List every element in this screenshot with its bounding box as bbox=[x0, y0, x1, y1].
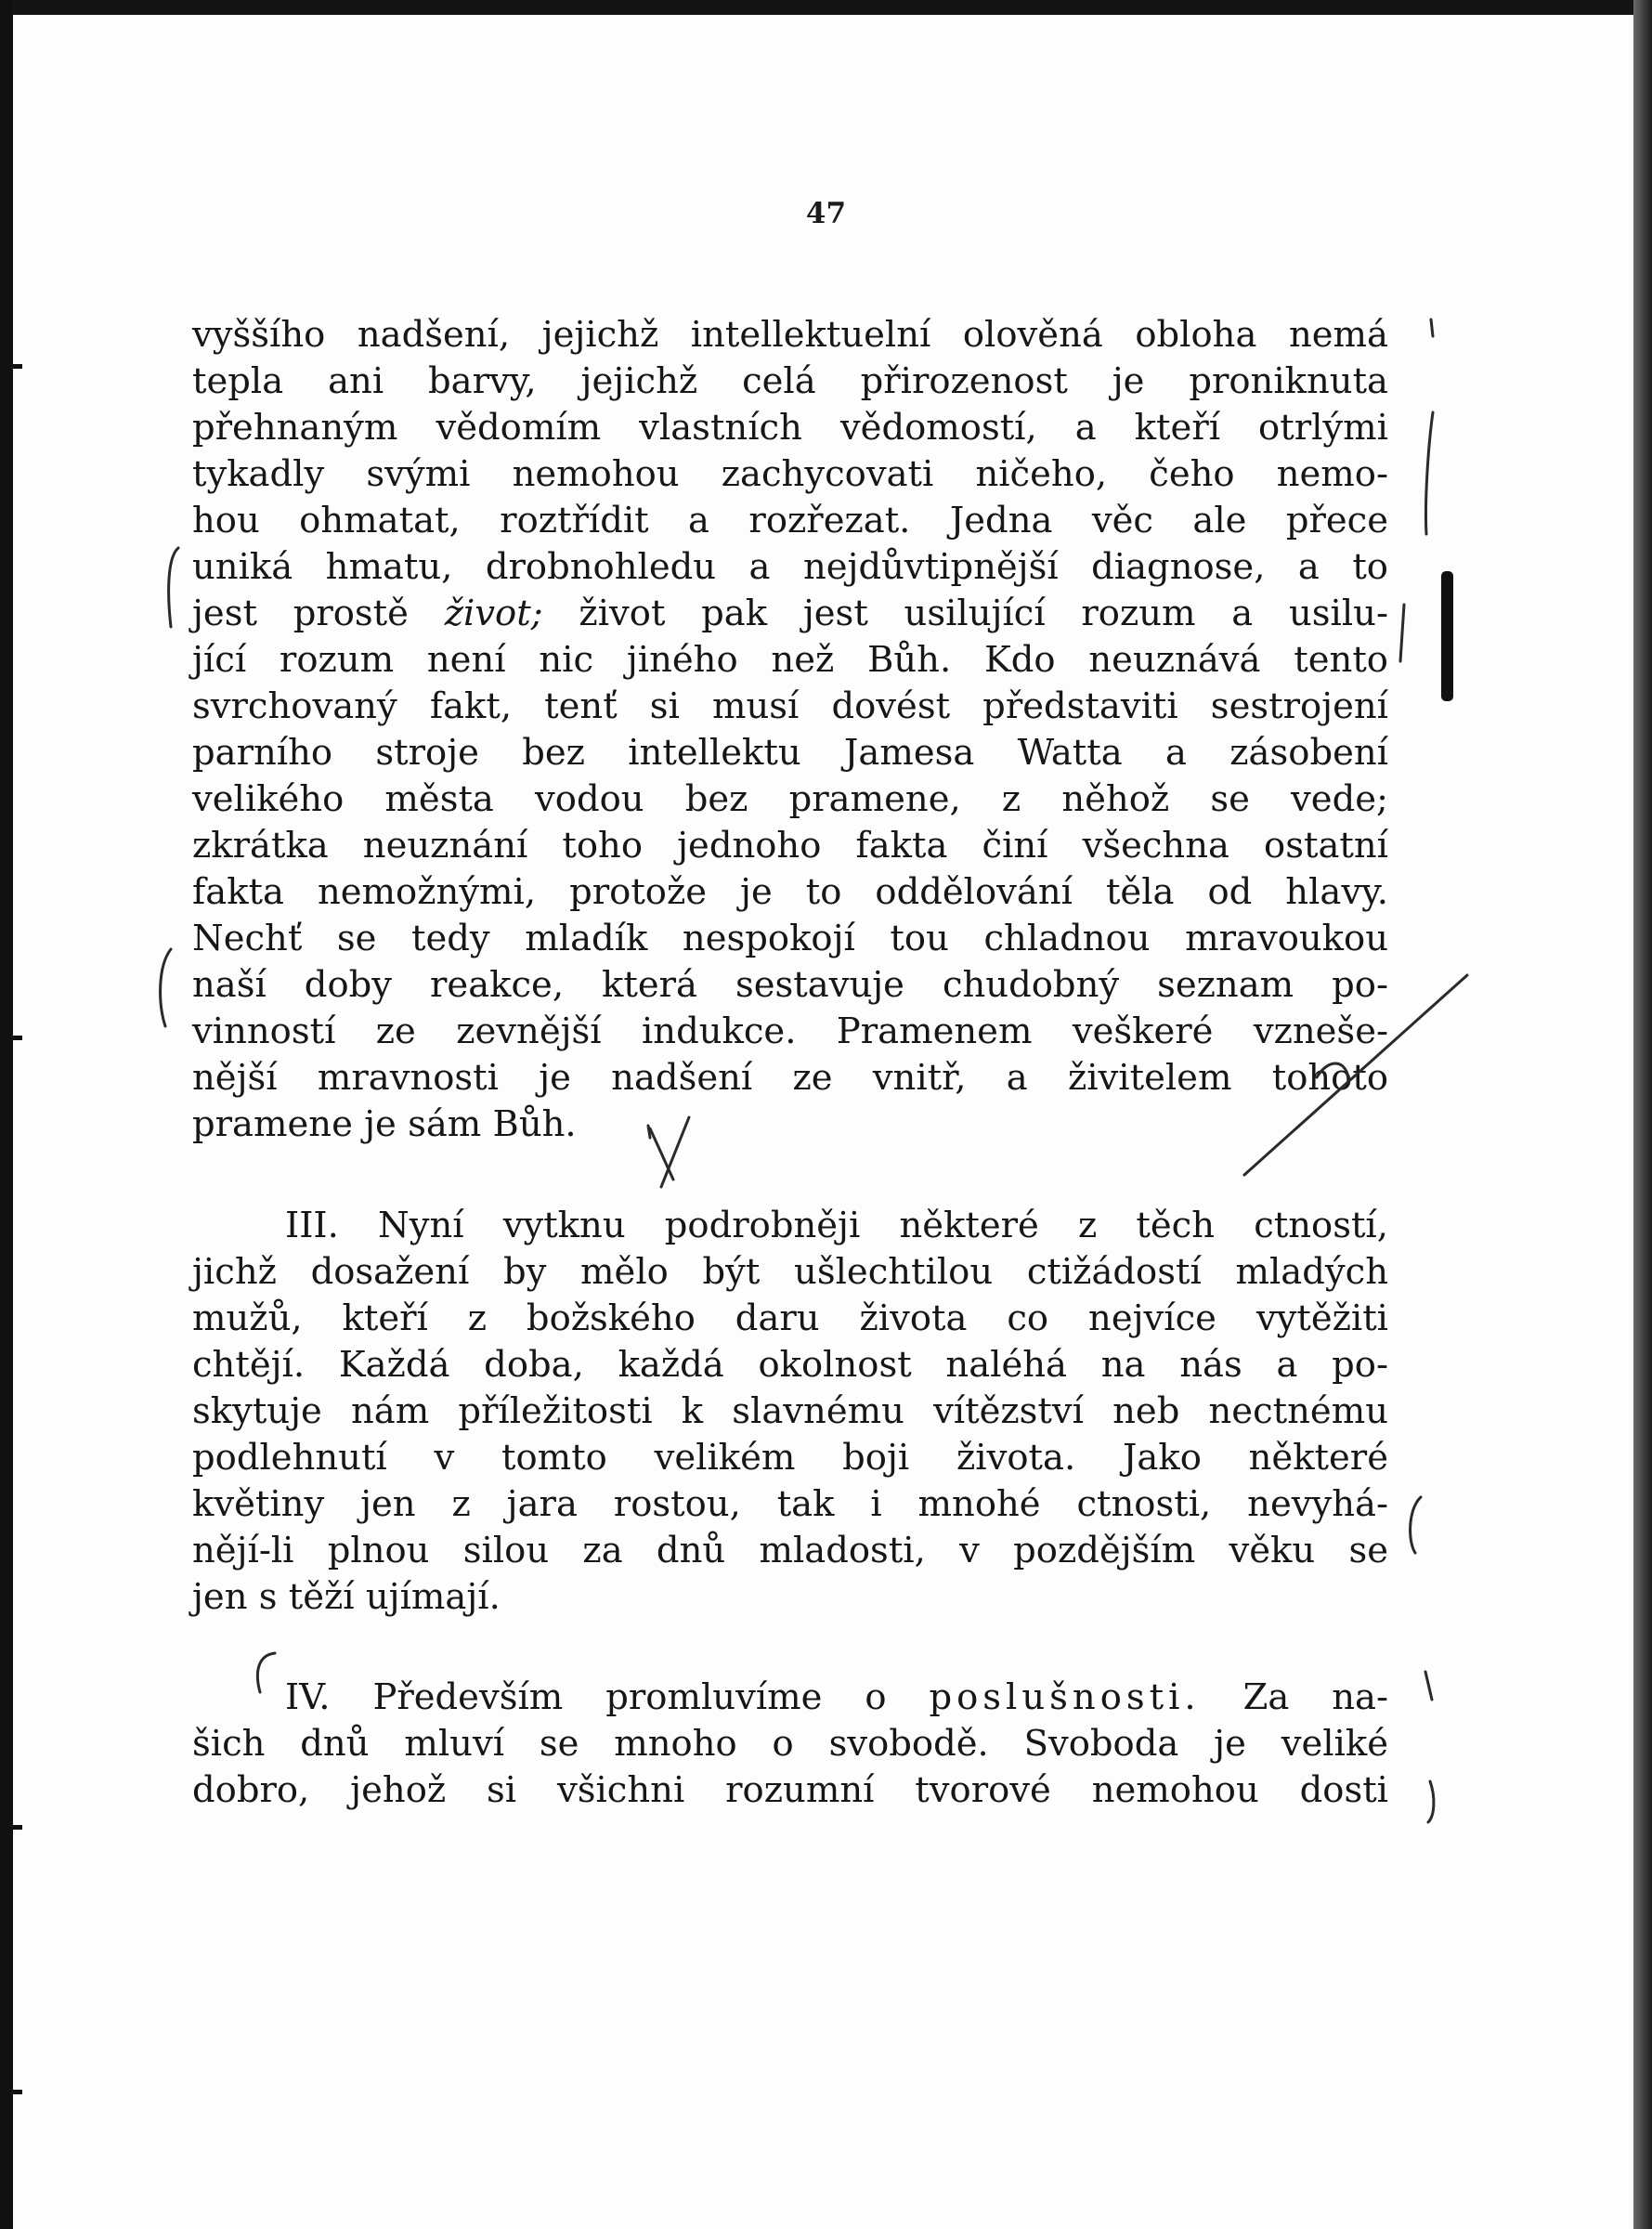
text-line: Nechť se tedy mladík nespokojí tou chladnou mravoukou bbox=[192, 918, 1388, 959]
text-run: jest prostě bbox=[192, 593, 445, 634]
text-line: nější mravnosti je nadšení ze vnitř, a živitelem tohoto bbox=[192, 1057, 1388, 1099]
binding-tick bbox=[0, 1036, 22, 1040]
margin-tick-mark bbox=[1425, 412, 1433, 534]
text-line: dobro, jehož si všichni rozumní tvorové nemohou dosti bbox=[192, 1769, 1388, 1811]
text-line: nějí-li plnou silou za dnů mladosti, v pozdějším věku se bbox=[192, 1530, 1388, 1571]
text-line: tykadly svými nemohou zachycovati ničeho, čeho nemo- bbox=[192, 453, 1388, 495]
text-line: pramene je sám Bůh. bbox=[192, 1103, 577, 1145]
scan-border-top bbox=[0, 0, 1652, 15]
emphasis-zivot: život; bbox=[444, 593, 543, 634]
text-line: vinností ze zevnější indukce. Pramenem veškeré vzneše- bbox=[192, 1010, 1388, 1052]
text-line: uniká hmatu, drobnohledu a nejdůvtipnější diagnose, a to bbox=[192, 546, 1388, 588]
text-run: život pak jest usilující rozum a usilu- bbox=[542, 593, 1388, 634]
text-line: velikého města vodou bez pramene, z něhož se vede; bbox=[192, 778, 1388, 820]
text-line: chtějí. Každá doba, každá okolnost naléhá na nás a po- bbox=[192, 1344, 1388, 1386]
text-line bbox=[192, 1672, 1388, 1724]
text-line: podlehnutí v tomto velikém boji života. Jako některé bbox=[192, 1437, 1388, 1479]
text-line bbox=[192, 588, 1388, 640]
text-line: svrchovaný fakt, tenť si musí dovést představiti sestrojení bbox=[192, 685, 1388, 727]
page-number: 47 bbox=[805, 197, 847, 230]
text-line: vyššího nadšení, jejichž intellektuelní olověná obloha nemá bbox=[192, 314, 1388, 356]
scan-border-right bbox=[1633, 0, 1652, 2229]
margin-bold-bar bbox=[1441, 571, 1453, 701]
spaced-emphasis: poslušnosti. bbox=[929, 1676, 1201, 1718]
margin-tick-mark bbox=[1400, 605, 1404, 661]
margin-tick-mark bbox=[1431, 319, 1433, 336]
margin-tick-mark bbox=[1425, 1672, 1432, 1700]
text-run: Za na- bbox=[1200, 1676, 1388, 1718]
text-line: mužů, kteří z božského daru života co nejvíce vytěžiti bbox=[192, 1297, 1388, 1339]
text-line: hou ohmatat, roztřídit a rozřezat. Jedna věc ale přece bbox=[192, 500, 1388, 541]
margin-bracket-mark bbox=[1411, 1497, 1421, 1553]
text-line: III. Nyní vytknu podrobněji některé z těch ctností, bbox=[285, 1205, 1388, 1246]
text-run: IV. Především promluvíme o bbox=[285, 1676, 930, 1718]
binding-tick bbox=[0, 2090, 22, 2094]
text-line: skytuje nám příležitosti k slavnému vítězství neb nectnému bbox=[192, 1390, 1388, 1432]
text-line: květiny jen z jara rostou, tak i mnohé ctnosti, nevyhá- bbox=[192, 1483, 1388, 1525]
scan-border-left bbox=[0, 0, 13, 2229]
binding-tick bbox=[0, 364, 22, 369]
text-line: fakta nemožnými, protože je to oddělování těla od hlavy. bbox=[192, 871, 1388, 913]
text-line: tepla ani barvy, jejichž celá přirozenost je proniknuta bbox=[192, 360, 1388, 402]
text-line: jichž dosažení by mělo být ušlechtilou ctižádostí mladých bbox=[192, 1251, 1388, 1293]
margin-tick-mark bbox=[1428, 1781, 1434, 1822]
binding-tick bbox=[0, 1825, 22, 1830]
text-line: naší doby reakce, která sestavuje chudobný seznam po- bbox=[192, 964, 1388, 1006]
text-line: přehnaným vědomím vlastních vědomostí, a kteří otrlými bbox=[192, 407, 1388, 449]
margin-bracket-mark bbox=[169, 548, 178, 627]
margin-bracket-mark bbox=[161, 949, 171, 1026]
text-line: parního stroje bez intellektu Jamesa Watta a zásobení bbox=[192, 732, 1388, 774]
text-line: šich dnů mluví se mnoho o svobodě. Svoboda je veliké bbox=[192, 1723, 1388, 1765]
text-line: zkrátka neuznání toho jednoho fakta činí všechna ostatní bbox=[192, 825, 1388, 867]
text-line: jen s těží ujímají. bbox=[192, 1576, 501, 1618]
text-line: jící rozum není nic jiného než Bůh. Kdo neuznává tento bbox=[192, 639, 1388, 681]
